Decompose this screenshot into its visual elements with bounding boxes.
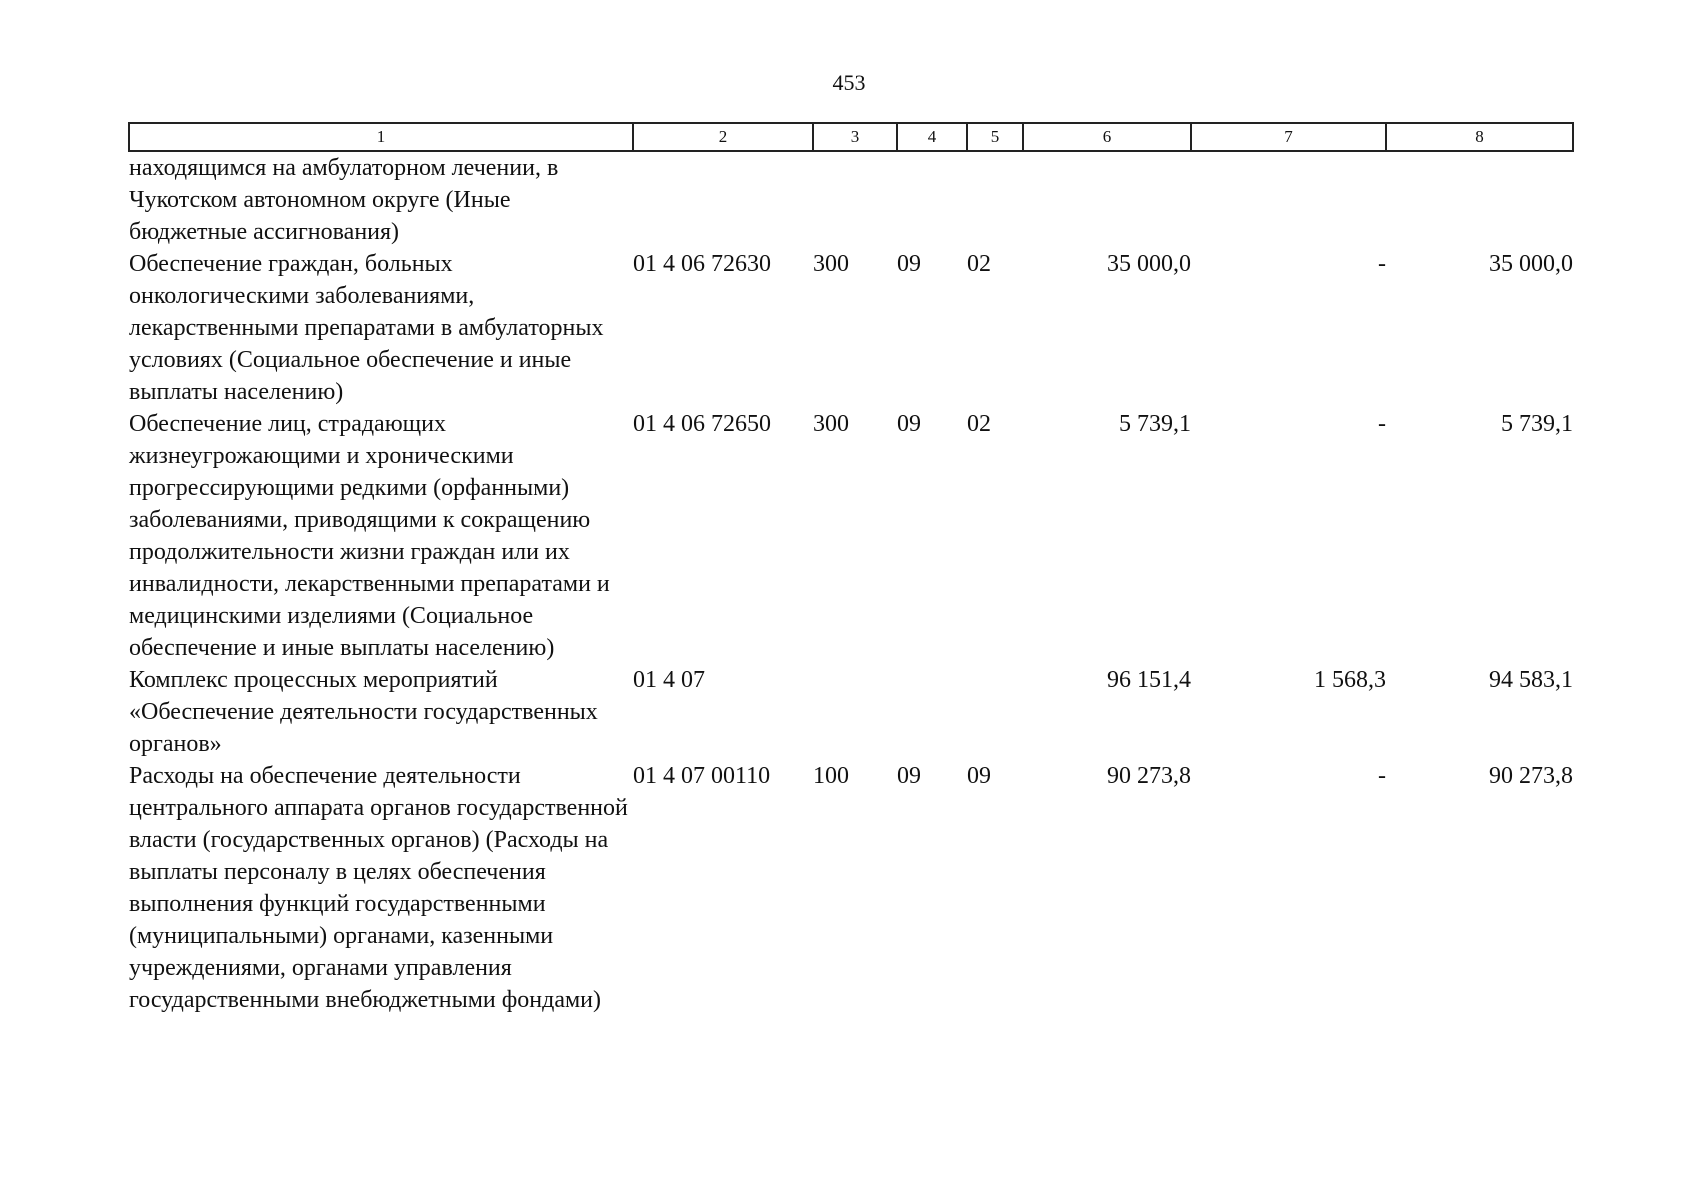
- row-target-code: 01 4 07 00110: [633, 763, 771, 789]
- row-total: 94 583,1: [1489, 667, 1573, 693]
- table-row: [129, 760, 1573, 1016]
- row-expense-type: 300: [813, 251, 849, 277]
- row-target-code: 01 4 06 72650: [633, 411, 771, 437]
- row-expense-type: 100: [813, 763, 849, 789]
- table-row: [129, 408, 1573, 664]
- row-name: Расходы на обеспечение деятельности центрального аппарата органов государственной власти (государственных органов) (Расходы на выплаты персоналу в целях обеспечения выполнения функций государственными (муниципальными) органами, казенными учреждениями, органами управления государственными внебюджетными фондами): [129, 763, 628, 1013]
- row-total: [1386, 151, 1573, 248]
- row-total: 90 273,8: [1489, 763, 1573, 789]
- column-header-2: 2: [633, 123, 813, 151]
- row-subsection: 09: [967, 763, 991, 789]
- row-change: 1 568,3: [1314, 667, 1386, 693]
- page-number: 453: [832, 70, 866, 95]
- row-target-code: [633, 151, 813, 248]
- row-expense-type: [813, 664, 897, 760]
- row-amount: 5 739,1: [1119, 411, 1191, 437]
- row-subsection: [967, 664, 1023, 760]
- row-section: 09: [897, 251, 921, 277]
- row-amount: [1023, 151, 1191, 248]
- row-name: Обеспечение граждан, больных онкологическими заболеваниями, лекарственными препаратами в амбулаторных условиях (Социальное обеспечение и иные выплаты населению): [129, 251, 604, 405]
- row-name: находящимся на амбулаторном лечении, в Чукотском автономном округе (Иные бюджетные ассигнования): [129, 155, 559, 245]
- column-header-7: 7: [1191, 123, 1386, 151]
- row-section: 09: [897, 763, 921, 789]
- row-subsection: 02: [967, 411, 991, 437]
- row-amount: 35 000,0: [1107, 251, 1191, 277]
- row-total: 5 739,1: [1501, 411, 1573, 437]
- row-change: -: [1378, 763, 1386, 789]
- row-target-code: 01 4 07: [633, 667, 705, 693]
- row-name: Комплекс процессных мероприятий «Обеспечение деятельности государственных органов»: [129, 667, 598, 757]
- row-section: [897, 151, 967, 248]
- row-change: -: [1378, 411, 1386, 437]
- row-total: 35 000,0: [1489, 251, 1573, 277]
- row-change: -: [1378, 251, 1386, 277]
- budget-table: [128, 122, 1574, 1016]
- row-subsection: 02: [967, 251, 991, 277]
- column-header-6: 6: [1023, 123, 1191, 151]
- row-amount: 96 151,4: [1107, 667, 1191, 693]
- row-subsection: [967, 151, 1023, 248]
- table-row: [129, 248, 1573, 408]
- row-name: Обеспечение лиц, страдающих жизнеугрожающими и хроническими прогрессирующими редкими (орфанными) заболеваниями, приводящими к сокращению продолжительности жизни граждан или их инвалидности, лекарственными препаратами и медицинскими изделиями (Социальное обеспечение и иные выплаты населению): [129, 411, 610, 661]
- row-amount: 90 273,8: [1107, 763, 1191, 789]
- column-header-5: 5: [967, 123, 1023, 151]
- row-change: [1191, 151, 1386, 248]
- row-expense-type: [813, 151, 897, 248]
- column-header-4: 4: [897, 123, 967, 151]
- row-section: [897, 664, 967, 760]
- table-row: [129, 664, 1573, 760]
- column-header-3: 3: [813, 123, 897, 151]
- row-target-code: 01 4 06 72630: [633, 251, 771, 277]
- column-number-header-row: [129, 123, 1573, 151]
- row-expense-type: 300: [813, 411, 849, 437]
- column-header-8: 8: [1386, 123, 1573, 151]
- table-row: [129, 151, 1573, 248]
- row-section: 09: [897, 411, 921, 437]
- column-header-1: 1: [129, 123, 633, 151]
